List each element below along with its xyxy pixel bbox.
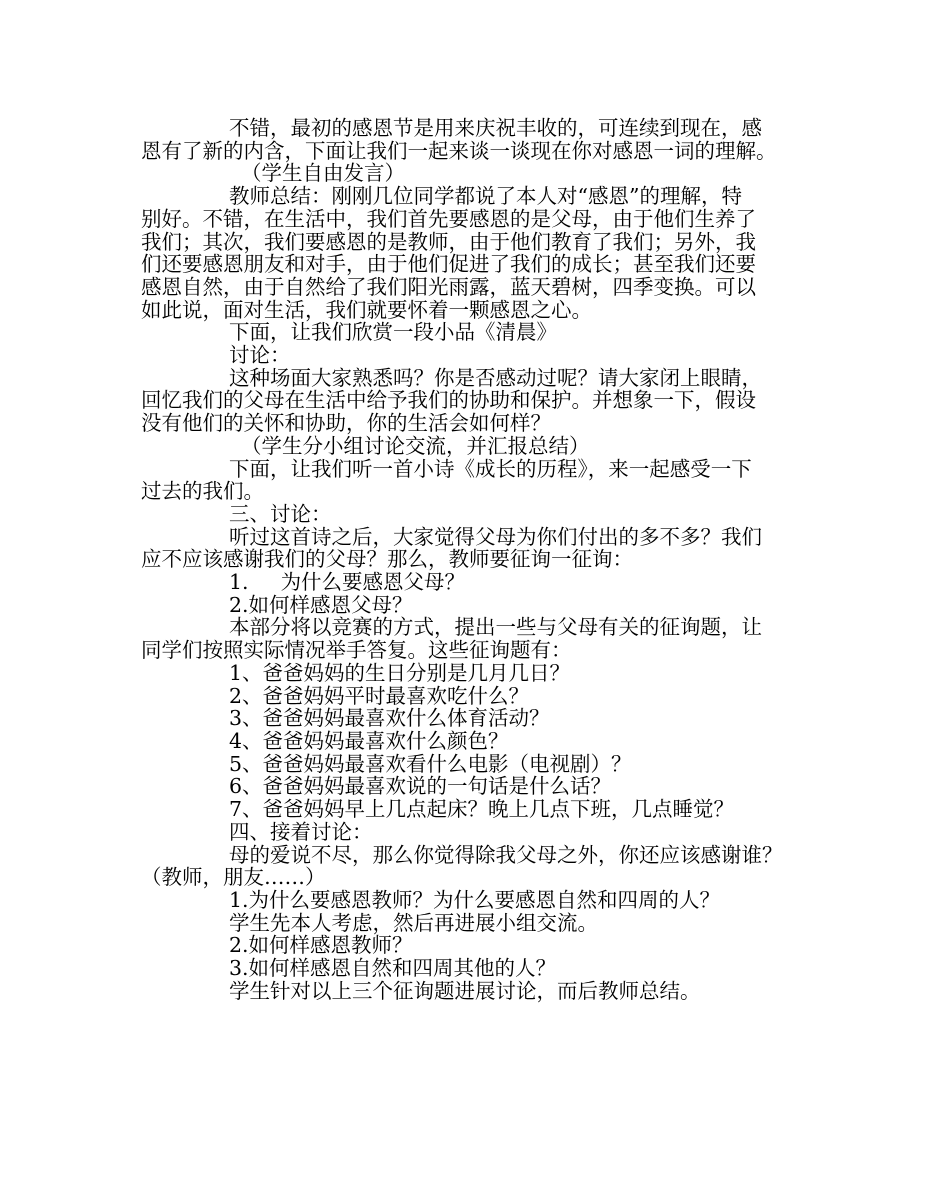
document-body <box>141 117 813 1002</box>
paragraph-line: 听过这首诗之后，大家觉得父母为你们付出的多不多？我们 <box>229 524 762 549</box>
paragraph-line: 我们；其次，我们要感恩的是教师，由于他们教育了我们；另外，我 <box>141 229 756 254</box>
paragraph-line: 如此说，面对生活，我们就要怀着一颗感恩之心。 <box>141 297 592 322</box>
section-heading: 四、接着讨论： <box>229 819 373 844</box>
numbered-item: 1.为什么要感恩教师？为什么要感恩自然和四周的人？ <box>229 887 721 912</box>
paragraph-line: 本部分将以竞赛的方式，提出一些与父母有关的征询题，让 <box>229 615 762 640</box>
question-item: 5、爸爸妈妈最喜欢看什么电影（电视剧）？ <box>229 751 632 776</box>
paragraph-line: 教师总结：刚刚几位同学都说了本人对“感恩”的理解，特 <box>229 184 742 209</box>
paragraph-line: 没有他们的关怀和协助，你的生活会如何样？ <box>141 411 551 436</box>
question-item: 3、爸爸妈妈最喜欢什么体育活动？ <box>229 706 550 731</box>
numbered-item <box>141 571 813 594</box>
paragraph-line: 回忆我们的父母在生活中给予我们的协助和保护。并想象一下，假设 <box>141 388 756 413</box>
paragraph-line: 母的爱说不尽，那么你觉得除我父母之外，你还应该感谢谁？ <box>229 842 783 867</box>
numbered-item: 3.如何样感恩自然和四周其他的人？ <box>229 956 557 981</box>
numbered-item: 2.如何样感恩教师？ <box>229 933 413 958</box>
question-item: 1、爸爸妈妈的生日分别是几月几日？ <box>229 660 571 685</box>
paragraph-line: 讨论： <box>229 343 291 368</box>
question-item: 2、爸爸妈妈平时最喜欢吃什么？ <box>229 683 530 708</box>
paragraph-line: 恩有了新的内含，下面让我们一起来谈一谈现在你对感恩一词的理解。 <box>141 138 777 163</box>
numbered-item: 2.如何样感恩父母？ <box>229 592 413 617</box>
paragraph-line: 不错，最初的感恩节是用来庆祝丰收的，可连续到现在，感 <box>229 116 762 140</box>
question-item: 4、爸爸妈妈最喜欢什么颜色？ <box>229 728 509 753</box>
item-number: 1. <box>229 570 249 595</box>
paragraph-line: 别好。不错，在生活中，我们首先要感恩的是父母，由于他们生养了 <box>141 206 756 231</box>
question-item: 7、爸爸妈妈早上几点起床？晚上几点下班，几点睡觉？ <box>229 797 735 822</box>
paragraph-line: 感恩自然，由于自然给了我们阳光雨露，蓝天碧树，四季变换。可以 <box>141 274 756 299</box>
paragraph-line: 过去的我们。 <box>141 479 264 504</box>
paragraph-line: 学生先本人考虑，然后再进展小组交流。 <box>229 910 598 935</box>
paragraph-line: （教师，朋友……） <box>141 865 326 890</box>
paragraph-line: 下面，让我们欣赏一段小品《清晨》 <box>229 320 557 345</box>
paragraph-line: 下面，让我们听一首小诗《成长的历程》，来一起感受一下 <box>229 456 752 481</box>
paragraph-line: 同学们按照实际情况举手答复。这些征询题有： <box>141 638 572 663</box>
paragraph-line: 这种场面大家熟悉吗？你是否感动过呢？请大家闭上眼睛， <box>229 365 762 390</box>
item-text: 为什么要感恩父母？ <box>280 570 466 595</box>
paragraph-line: （学生自由发言） <box>241 161 405 186</box>
paragraph-line: 应不应该感谢我们的父母？那么，教师要征询一征询： <box>141 547 633 572</box>
paragraph-line: 们还要感恩朋友和对手，由于他们促进了我们的成长；甚至我们还要 <box>141 252 756 277</box>
question-item: 6、爸爸妈妈最喜欢说的一句话是什么话？ <box>229 774 612 799</box>
section-heading: 三、讨论： <box>229 501 332 526</box>
paragraph-line: 学生针对以上三个征询题进展讨论，而后教师总结。 <box>229 978 701 1003</box>
paragraph-line: （学生分小组讨论交流，并汇报总结） <box>241 433 590 458</box>
